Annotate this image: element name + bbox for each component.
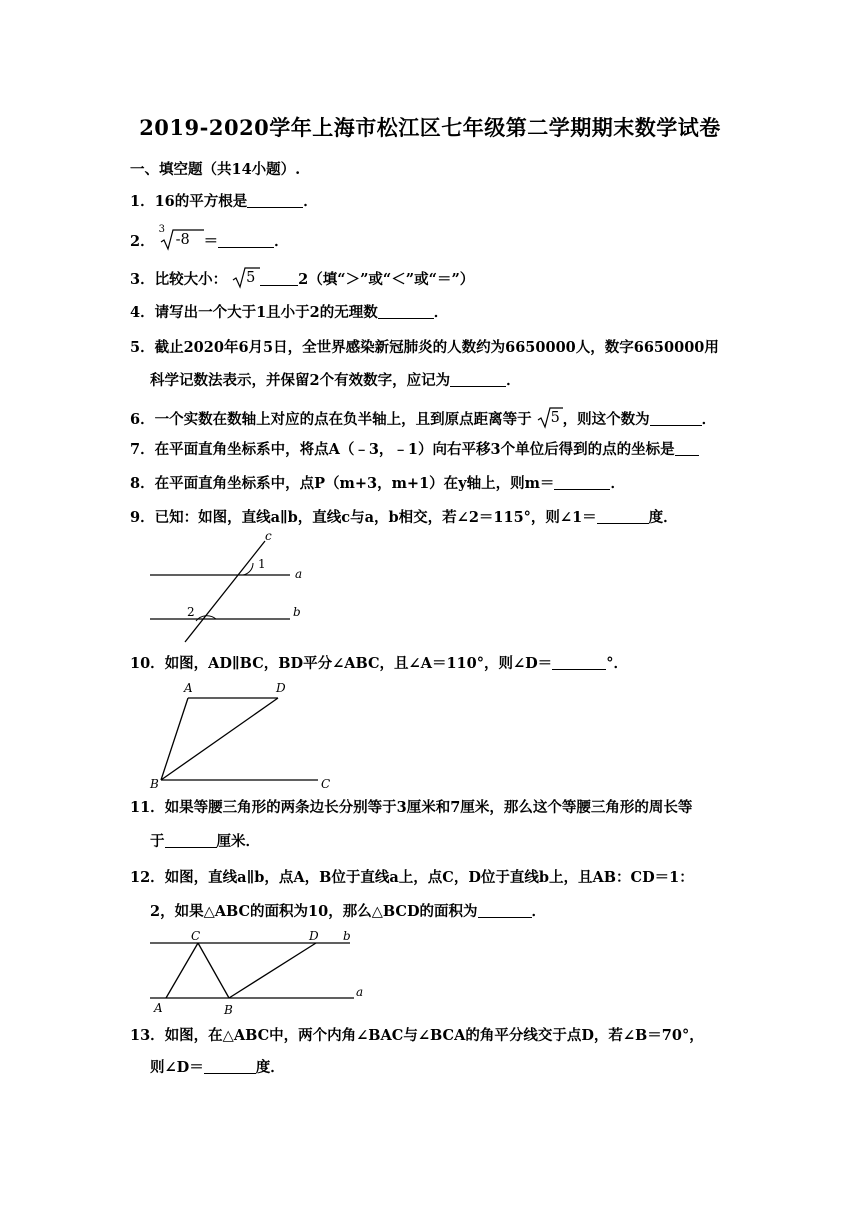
segment-AC [166,943,198,998]
answer-blank [247,192,303,208]
label-A: A [154,1001,163,1015]
answer-blank [204,1058,256,1074]
label-c: c [265,529,272,543]
label-D: D [309,929,319,943]
answer-blank [552,654,606,670]
question-13: 13．如图，在△ABC中，两个内角∠BAC与∠BCA的角平分线交于点D，若∠B＝70°， [130,1027,704,1044]
question-11-continued: 于 厘米． [150,833,260,850]
question-4: 4．请写出一个大于1且小于2的无理数 ． [130,304,449,321]
label-B: B [224,1003,233,1017]
question-5-continued: 科学记数法表示，并保留2个有效数字，应记为 ． [150,372,521,389]
section-heading: 一、填空题（共14小题）. [130,161,301,178]
label-b: b [293,605,301,619]
answer-blank [597,508,649,524]
page-title: 2019-2020学年上海市松江区七年级第二学期期末数学试卷 [139,115,721,140]
answer-blank [378,303,434,319]
question-10: 10．如图，AD∥BC，BD平分∠ABC，且∠A＝110°，则∠D＝ °． [130,655,628,672]
question-2: 2． 3 -8 ＝ ． [130,224,289,250]
segment-CB [198,943,229,998]
sqrt-expression: 5 [232,266,260,290]
question-7: 7．在平面直角坐标系中，将点A（﹣3，﹣1）向右平移3个单位后得到的点的坐标是 [130,440,699,460]
answer-blank [650,410,702,426]
question-13-continued: 则∠D＝ 度． [150,1059,285,1076]
answer-blank [478,902,532,918]
label-B: B [150,777,159,791]
label-A: A [184,681,193,695]
label-a: a [356,985,364,999]
angle-1-arc [243,563,253,575]
figure-parallel-triangles [140,926,380,1018]
question-5: 5．截止2020年6月5日，全世界感染新冠肺炎的人数约为6650000人，数字6650000用 [130,339,719,356]
question-12: 12．如图，直线a∥b，点A，B位于直线a上，点C，D位于直线b上，且AB：CD＝1： [130,869,694,886]
question-11: 11．如果等腰三角形的两条边长分别等于3厘米和7厘米，那么这个等腰三角形的周长等 [130,799,693,816]
segment-AB [161,698,188,780]
label-angle-1: 1 [258,557,266,571]
answer-blank [165,832,217,848]
label-C: C [321,777,331,791]
figure-parallel-lines [140,528,320,648]
answer-blank [218,232,274,248]
label-angle-2: 2 [187,605,195,619]
label-D: D [276,681,286,695]
figure-trapezoid [140,676,340,794]
label-a: a [295,567,303,581]
cube-root-expression: 3 -8 [160,228,204,252]
label-b: b [343,929,351,943]
answer-blank [554,474,610,490]
answer-blank [260,270,298,286]
question-3: 3．比较大小： 5 2（填“＞”或“＜”或“＝”） [130,266,474,290]
label-C: C [191,929,201,943]
question-6: 6．一个实数在数轴上对应的点在负半轴上，且到原点距离等于 5 ，则这个数为 ． [130,406,716,430]
question-8: 8．在平面直角坐标系中，点P（m+3，m+1）在y轴上，则m＝ ． [130,475,625,492]
line-c [185,541,265,642]
question-9: 9．已知：如图，直线a∥b，直线c与a，b相交，若∠2＝115°，则∠1＝ 度． [130,509,678,526]
answer-blank [675,440,699,456]
answer-blank [450,371,506,387]
segment-BD [161,698,278,780]
sqrt-expression: 5 [537,406,563,430]
question-12-continued: 2，如果△ABC的面积为10，那么△BCD的面积为 ． [150,903,547,920]
segment-BD [229,943,316,998]
question-1: 1．16的平方根是 ． [130,193,318,210]
